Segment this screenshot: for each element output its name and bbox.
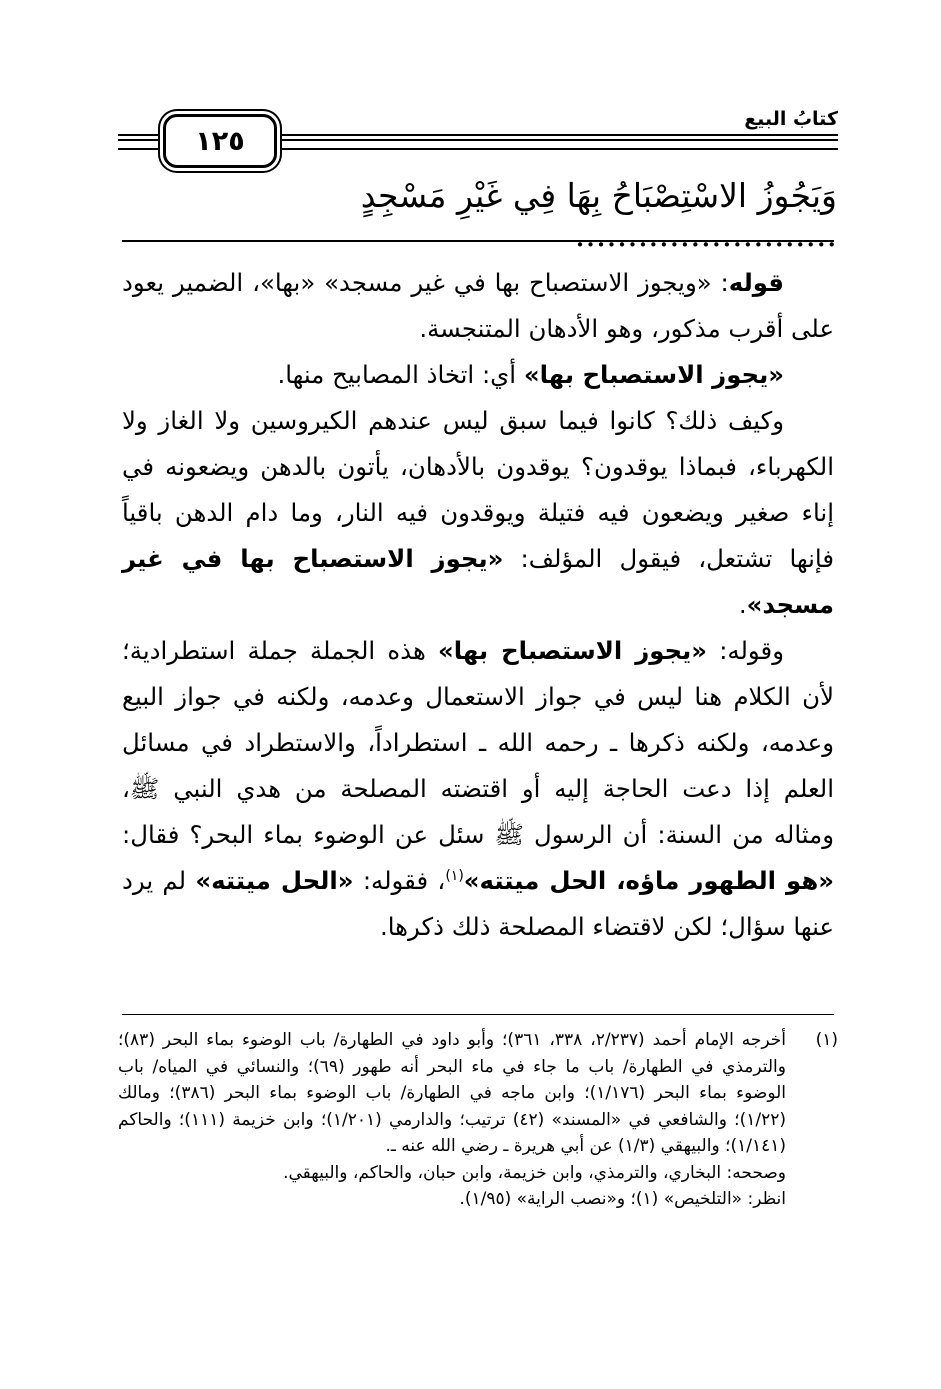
text-run: هذه الجملة جملة استطرادية؛ لأن الكلام هنا ليس في جواز الاستعمال وعدمه، ولكنه في جواز البيع وعدمه، ولكنه ذكرها ـ رحمه الله ـ استطراداً، والاستطراد في مسائل العلم إذا دعت الحاجة إليه أو اقتضته المصلحة من هدي النبي ﷺ، ومثاله من السنة: أن الرسول ﷺ سئل عن الوضوء بماء البحر؟ فقال: <box>122 636 834 849</box>
page-header <box>118 108 838 170</box>
matn-line: وَيَجُوزُ الاسْتِصْبَاحُ بِهَا فِي غَيْرِ مَسْجِدٍ ......................... <box>360 176 837 254</box>
page-number: ١٢٥ <box>163 114 277 168</box>
matn-divider <box>122 240 834 242</box>
footnote-divider <box>122 1014 834 1015</box>
commentary-body <box>122 260 834 950</box>
quoted-phrase: «يجوز الاستصباح بها في غير مسجد» <box>122 544 834 619</box>
text-run: وقوله: <box>707 636 784 665</box>
text-run: أي: اتخاذ المصابيح منها. <box>277 360 524 389</box>
quoted-phrase: «الحل ميتته» <box>195 866 354 895</box>
paragraph-1 <box>122 260 834 352</box>
paragraph-2 <box>122 352 834 398</box>
footnote-line-2: وصححه: البخاري، والترمذي، وابن خزيمة، وابن حبان، والحاكم، والبيهقي. <box>283 1162 786 1183</box>
quoted-phrase: قوله <box>728 268 784 297</box>
footnote-line-3: انظر: «التلخيص» (١)؛ و«نصب الراية» (١/٩٥). <box>459 1189 786 1209</box>
text-run: وكيف ذلك؟ كانوا فيما سبق ليس عندهم الكيروسين ولا الغاز ولا الكهرباء، فبماذا يوقدون؟ يوقدون بالأدهان، يأتون بالدهن ويضعونه في إناء صغير ويضعون فيه فتيلة ويوقدون فيه النار، وما دام الدهن باقياً فإنها تشتعل، فيقول المؤلف: <box>122 406 834 573</box>
paragraph-3 <box>122 398 834 628</box>
text-run: : «ويجوز الاستصباح بها في غير مسجد» «بها»، الضمير يعود على أقرب مذكور، وهو الأدهان المتنجسة. <box>122 268 834 343</box>
footnote-text: أخرجه الإمام أحمد (٢/٢٣٧، ٣٣٨، ٣٦١)؛ وأبو داود في الطهارة/ باب الوضوء بماء البحر (٨٣)؛ والترمذي في الطهارة/ باب ما جاء في ماء البحر أنه طهور (٦٩)؛ والنسائي في المياه/ باب الوضوء بماء البحر (١/١٧٦)؛ وابن ماجه في الطهارة/ باب الوضوء بماء البحر (٣٨٦)؛ ومالك (١/٢٢)؛ والشافعي في «المسند» (٤٢) ترتيب؛ والدارمي (١/٢٠١)؛ وابن خزيمة (١١١)؛ والحاكم (١/١٤١)؛ والبيهقي (١/٣) عن أبي هريرة ـ رضي الله عنه ـ. <box>118 1030 787 1156</box>
text-run: لم يرد عنها سؤال؛ لكن لاقتضاء المصلحة ذلك ذكرها. <box>122 866 834 941</box>
footnotes <box>118 1027 838 1213</box>
footnote-reference[interactable]: (١) <box>445 867 464 884</box>
footnote-mark: (١) <box>815 1030 838 1050</box>
quoted-phrase: «يجوز الاستصباح بها» <box>438 636 708 665</box>
text-run: ، فقوله: <box>353 866 446 895</box>
quoted-phrase: «يجوز الاستصباح بها» <box>523 360 784 389</box>
book-title: كتابُ البيع <box>736 108 838 130</box>
text-run: . <box>738 590 747 619</box>
quoted-phrase: «هو الطهور ماؤه، الحل ميتته» <box>463 866 835 895</box>
paragraph-4 <box>122 628 834 950</box>
